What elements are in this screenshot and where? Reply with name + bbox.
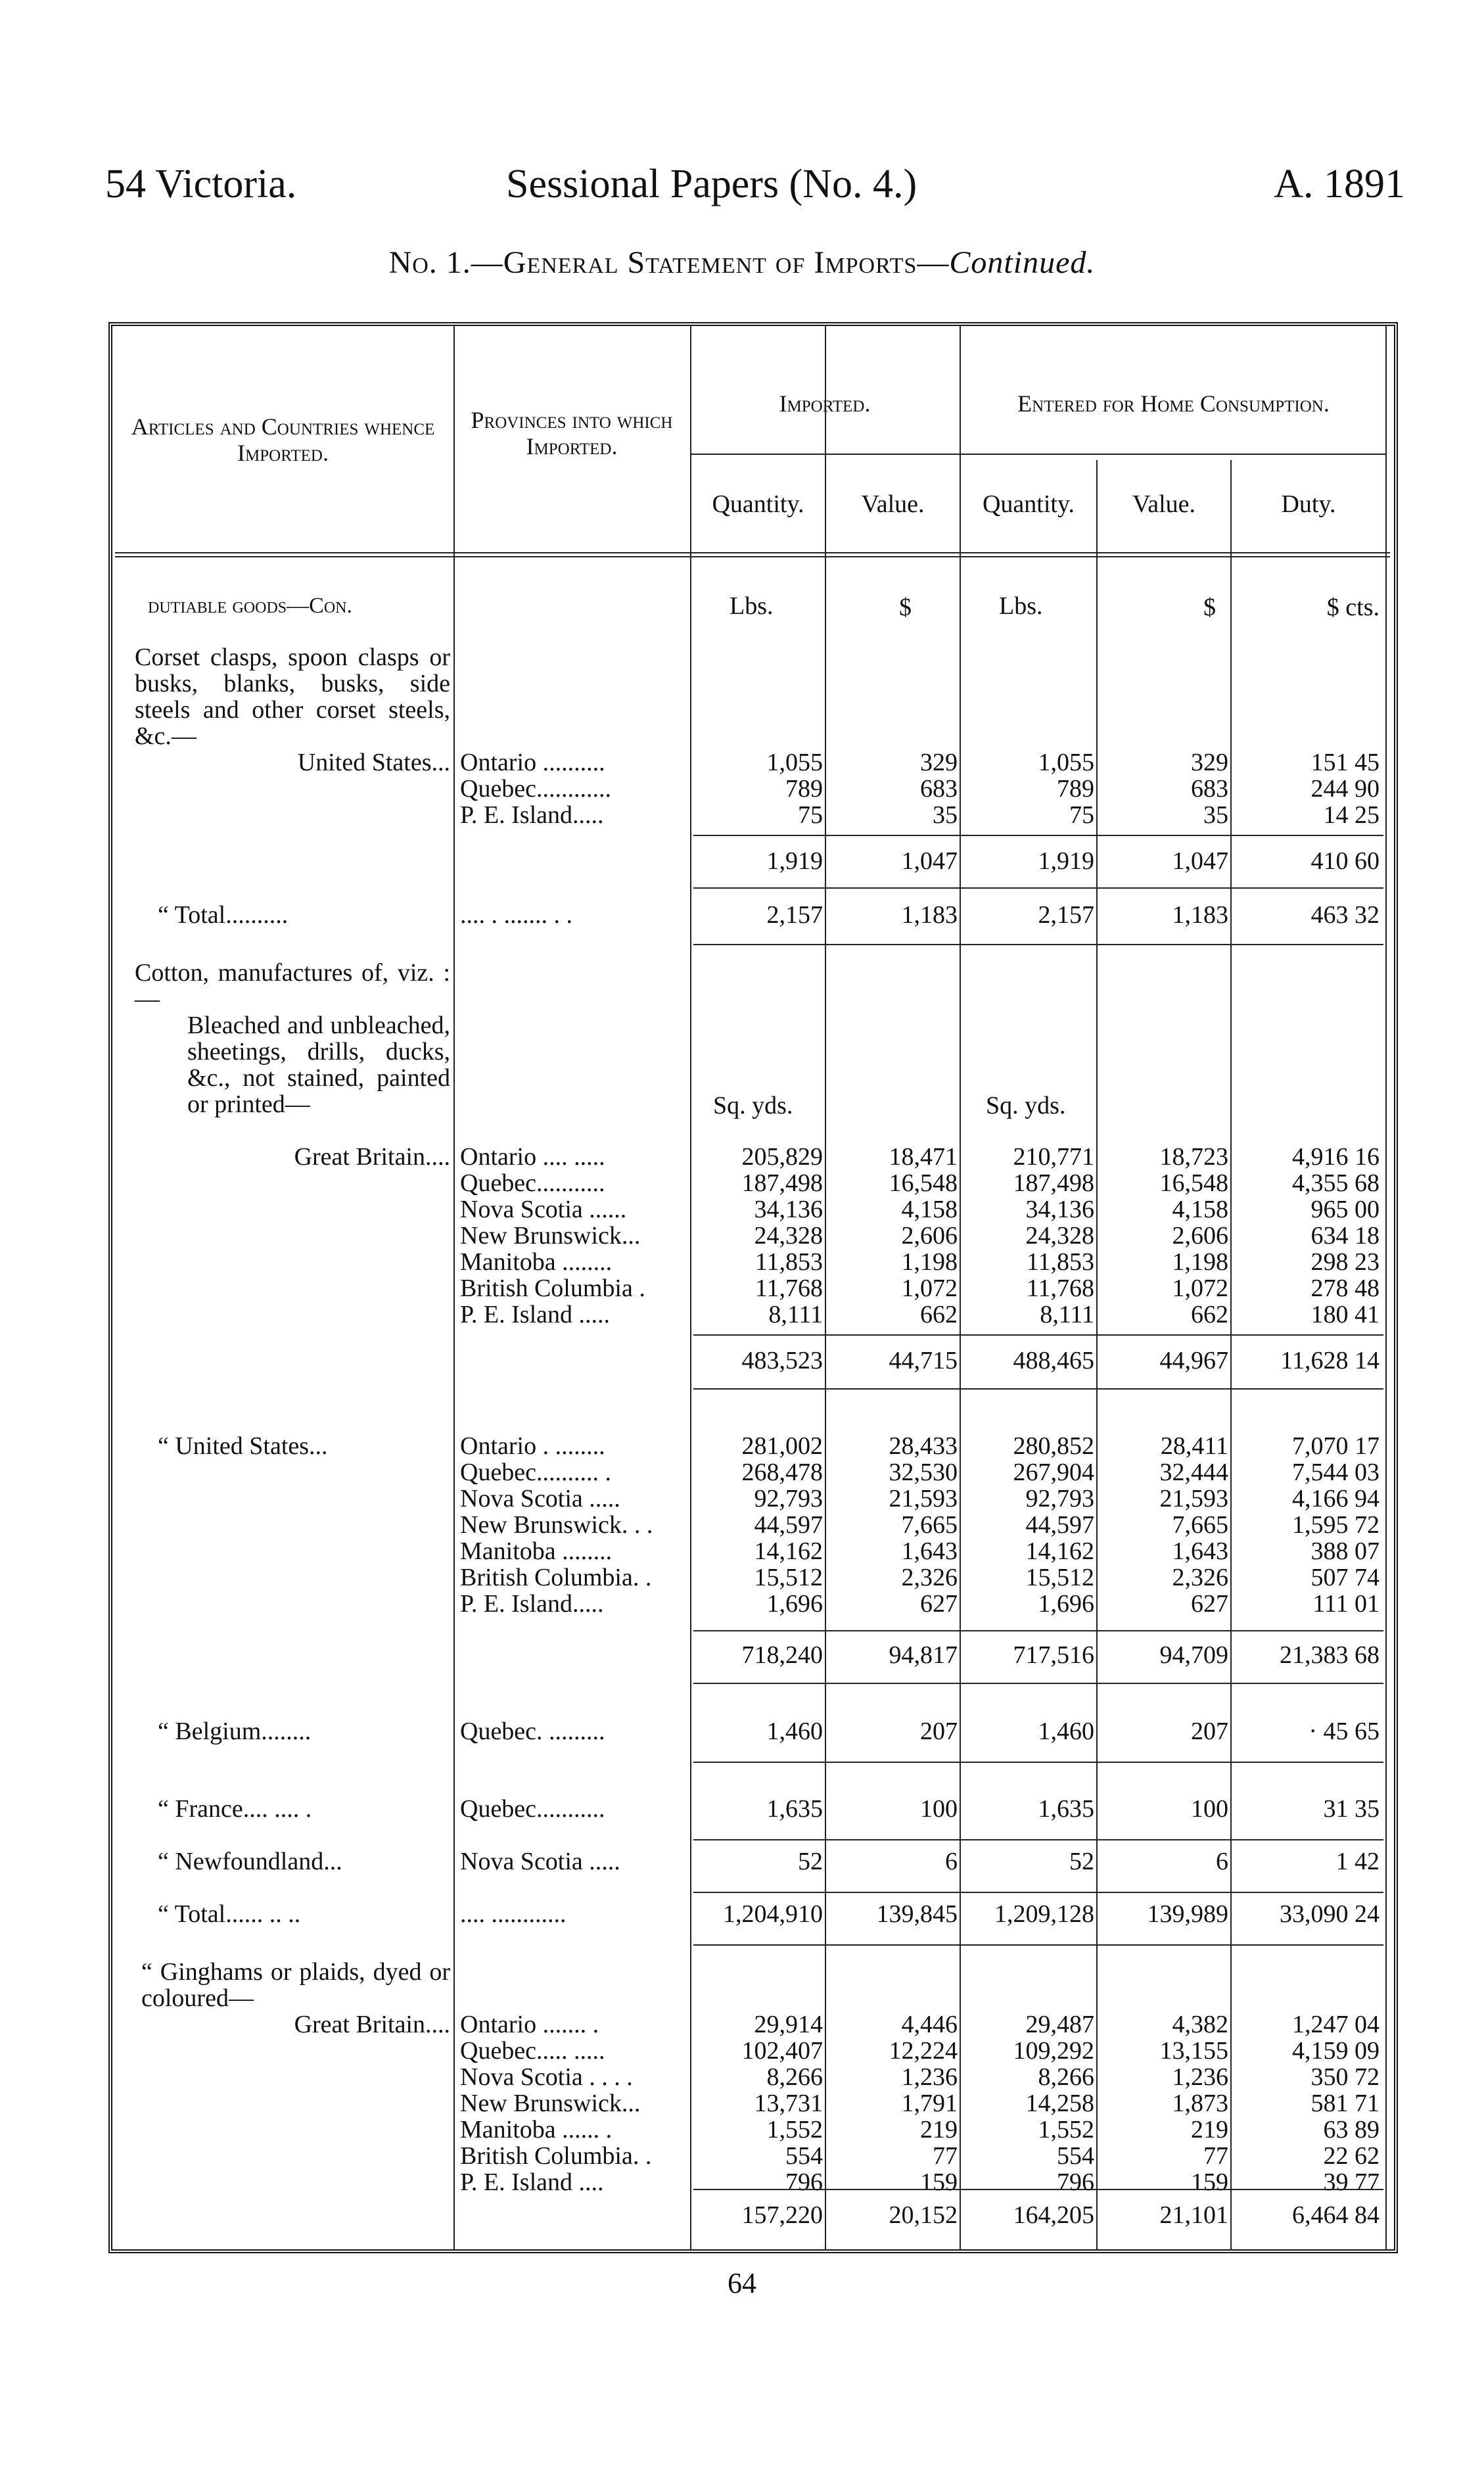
province-cell: Ontario . ........ <box>460 1432 605 1460</box>
duty-cell: 4,355 68 <box>1292 1169 1380 1197</box>
entered-value-cell: 2,326 <box>1172 1564 1228 1591</box>
value-cell: 18,471 <box>889 1143 958 1171</box>
entered-value-cell: 1,236 <box>1172 2063 1228 2091</box>
country-label: “ Total...... .. .. <box>158 1900 301 1928</box>
province-cell: Nova Scotia ..... <box>460 1848 620 1875</box>
duty-cell: 244 90 <box>1310 775 1380 803</box>
value-cell: 683 <box>920 775 958 803</box>
row-rule <box>693 1944 1383 1946</box>
entered-value-cell: 4,158 <box>1172 1196 1228 1223</box>
entered-quantity-cell: 29,487 <box>1025 2011 1094 2038</box>
quantity-cell: 1,696 <box>766 1590 823 1618</box>
duty-cell: 4,159 09 <box>1292 2037 1380 2065</box>
article-corset: Corset clasps, spoon clasps or busks, blanks, busks, side steels and other corset steels, &c.— <box>135 644 450 750</box>
entered-value-cell: 18,723 <box>1159 1143 1228 1171</box>
country-great-britain: Great Britain.... <box>294 1143 450 1171</box>
section-label: dutiable goods—Con. <box>148 594 352 618</box>
table-title <box>0 245 1484 281</box>
quantity-cell: 268,478 <box>741 1459 823 1486</box>
entered-value-cell: 2,606 <box>1172 1222 1228 1250</box>
province-cell: P. E. Island..... <box>460 801 604 829</box>
value-cell: 139,845 <box>876 1900 958 1928</box>
col-head-quantity: Quantity. <box>712 490 804 518</box>
province-cell: Nova Scotia ..... <box>460 1485 620 1512</box>
quantity-cell: 1,055 <box>766 749 823 776</box>
entered-quantity-cell: 210,771 <box>1013 1143 1094 1171</box>
entered-value-cell: 139,989 <box>1147 1900 1228 1928</box>
duty-cell: 507 74 <box>1310 1564 1380 1591</box>
duty-cell: 31 35 <box>1323 1795 1380 1823</box>
col-head-entered: Entered for Home Consumption. <box>1017 390 1330 417</box>
entered-quantity-cell: 554 <box>1057 2142 1094 2170</box>
page-number: 64 <box>728 2267 756 2299</box>
province-cell: Nova Scotia . . . . <box>460 2063 633 2091</box>
value-cell: 77 <box>933 2142 958 2170</box>
quantity-cell: 75 <box>798 801 823 829</box>
entered-value-cell: 1,873 <box>1172 2090 1228 2117</box>
entered-quantity-cell: 14,258 <box>1025 2090 1094 2117</box>
quantity-cell: 205,829 <box>741 1143 823 1171</box>
province-cell: .... . ....... . . <box>460 901 572 929</box>
entered-quantity-cell: 2,157 <box>1038 901 1094 929</box>
entered-value-cell: 32,444 <box>1159 1459 1228 1486</box>
duty-cell: 581 71 <box>1310 2090 1380 2117</box>
value-cell: 329 <box>920 749 958 776</box>
quantity-cell: 44,597 <box>754 1511 823 1539</box>
entered-value-cell: 159 <box>1191 2168 1228 2196</box>
value-cell: 35 <box>933 801 958 829</box>
col-divider <box>1385 325 1387 2250</box>
duty-cell: 463 32 <box>1310 901 1380 929</box>
quantity-cell: 157,220 <box>741 2201 823 2229</box>
unit-lbs: Lbs. <box>730 592 774 620</box>
header-rule <box>690 454 1385 455</box>
entered-value-cell: 683 <box>1191 775 1228 803</box>
col-divider <box>960 325 961 2250</box>
article-ginghams: “ Ginghams or plaids, dyed or coloured— <box>141 1958 450 2012</box>
country-united-states: United States... <box>297 749 450 776</box>
total-rule <box>693 944 1383 945</box>
entered-value-cell: 13,155 <box>1159 2037 1228 2065</box>
value-cell: 20,152 <box>889 2201 958 2229</box>
col-divider <box>453 325 455 2250</box>
entered-value-cell: 35 <box>1203 801 1228 829</box>
quantity-cell: 14,162 <box>754 1537 823 1565</box>
value-cell: 4,446 <box>901 2011 958 2038</box>
duty-cell: 4,916 16 <box>1292 1143 1380 1171</box>
duty-cell: 410 60 <box>1310 847 1380 875</box>
entered-value-cell: 6 <box>1216 1848 1228 1875</box>
unit-lbs-2: Lbs. <box>999 592 1043 620</box>
entered-quantity-cell: 1,460 <box>1038 1718 1094 1745</box>
province-cell: Quebec........... <box>460 1795 605 1823</box>
duty-cell: 7,544 03 <box>1292 1459 1380 1486</box>
duty-cell: 6,464 84 <box>1292 2201 1380 2229</box>
value-cell: 1,643 <box>901 1537 958 1565</box>
subtotal-rule <box>693 2189 1383 2190</box>
duty-cell: 350 72 <box>1310 2063 1380 2091</box>
value-cell: 219 <box>920 2116 958 2143</box>
duty-cell: 33,090 24 <box>1280 1900 1380 1928</box>
quantity-cell: 24,328 <box>754 1222 823 1250</box>
entered-value-cell: 1,047 <box>1172 847 1228 875</box>
entered-quantity-cell: 15,512 <box>1025 1564 1094 1591</box>
province-cell: .... ............ <box>460 1900 567 1928</box>
entered-quantity-cell: 52 <box>1069 1848 1094 1875</box>
value-cell: 662 <box>920 1301 958 1328</box>
quantity-cell: 1,635 <box>766 1795 823 1823</box>
subtotal-rule <box>693 1334 1383 1336</box>
col-head-value-2: Value. <box>1132 490 1196 518</box>
country-label: “ France.... .... . <box>158 1795 312 1823</box>
entered-value-cell: 1,072 <box>1172 1275 1228 1302</box>
entered-value-cell: 329 <box>1191 749 1228 776</box>
quantity-cell: 281,002 <box>741 1432 823 1460</box>
entered-value-cell: 1,198 <box>1172 1248 1228 1276</box>
duty-cell: 278 48 <box>1310 1275 1380 1302</box>
unit-dollar-2: $ <box>1203 594 1216 621</box>
entered-value-cell: 662 <box>1191 1301 1228 1328</box>
duty-cell: 298 23 <box>1310 1248 1380 1276</box>
col-divider <box>1096 460 1098 2250</box>
total-label: “ Total.......... <box>158 901 289 929</box>
entered-value-cell: 77 <box>1203 2142 1228 2170</box>
entered-quantity-cell: 8,111 <box>1040 1301 1094 1328</box>
entered-quantity-cell: 1,552 <box>1038 2116 1094 2143</box>
value-cell: 100 <box>920 1795 958 1823</box>
value-cell: 1,047 <box>901 847 958 875</box>
entered-quantity-cell: 1,055 <box>1038 749 1094 776</box>
entered-value-cell: 44,967 <box>1159 1347 1228 1374</box>
entered-quantity-cell: 24,328 <box>1025 1222 1094 1250</box>
entered-value-cell: 21,593 <box>1159 1485 1228 1512</box>
province-cell: Manitoba ...... . <box>460 2116 613 2143</box>
subtotal-rule <box>693 1388 1383 1390</box>
quantity-cell: 483,523 <box>741 1347 823 1374</box>
province-cell: P. E. Island..... <box>460 1590 604 1618</box>
value-cell: 12,224 <box>889 2037 958 2065</box>
unit-sqyds: Sq. yds. <box>713 1092 793 1119</box>
province-cell: New Brunswick. . . <box>460 1511 653 1539</box>
value-cell: 4,158 <box>901 1196 958 1223</box>
entered-quantity-cell: 796 <box>1057 2168 1094 2196</box>
value-cell: 1,072 <box>901 1275 958 1302</box>
entered-value-cell: 100 <box>1191 1795 1228 1823</box>
country-label: “ United States... <box>158 1432 328 1460</box>
value-cell: 44,715 <box>889 1347 958 1374</box>
quantity-cell: 187,498 <box>741 1169 823 1197</box>
entered-quantity-cell: 11,768 <box>1026 1275 1094 1302</box>
col-head-articles: Articles and Countries whence Imported. <box>131 413 435 466</box>
quantity-cell: 13,731 <box>754 2090 823 2117</box>
duty-cell: 11,628 14 <box>1280 1347 1380 1374</box>
entered-quantity-cell: 280,852 <box>1013 1432 1094 1460</box>
value-cell: 21,593 <box>889 1485 958 1512</box>
entered-quantity-cell: 92,793 <box>1025 1485 1094 1512</box>
province-cell: P. E. Island .... <box>460 2168 604 2196</box>
duty-cell: 1 42 <box>1335 1848 1380 1875</box>
entered-value-cell: 94,709 <box>1159 1641 1228 1669</box>
province-cell: Ontario .... ..... <box>460 1143 605 1171</box>
value-cell: 2,326 <box>901 1564 958 1591</box>
quantity-cell: 718,240 <box>741 1641 823 1669</box>
quantity-cell: 11,768 <box>754 1275 823 1302</box>
country-great-britain-2: Great Britain.... <box>294 2011 450 2038</box>
duty-cell: 151 45 <box>1310 749 1380 776</box>
entered-quantity-cell: 789 <box>1057 775 1094 803</box>
duty-cell: 63 89 <box>1323 2116 1380 2143</box>
header-left: 54 Victoria. <box>105 162 297 206</box>
country-label: “ Newfoundland... <box>158 1848 342 1875</box>
province-cell: New Brunswick... <box>460 1222 641 1250</box>
quantity-cell: 29,914 <box>754 2011 823 2038</box>
value-cell: 7,665 <box>901 1511 958 1539</box>
value-cell: 6 <box>945 1848 958 1875</box>
entered-quantity-cell: 717,516 <box>1013 1641 1094 1669</box>
entered-quantity-cell: 11,853 <box>1026 1248 1094 1276</box>
duty-cell: 4,166 94 <box>1292 1485 1380 1512</box>
value-cell: 28,433 <box>889 1432 958 1460</box>
duty-cell: 180 41 <box>1310 1301 1380 1328</box>
province-cell: Quebec.......... . <box>460 1459 612 1486</box>
province-cell: Nova Scotia ...... <box>460 1196 627 1223</box>
quantity-cell: 789 <box>785 775 823 803</box>
row-rule <box>693 1762 1383 1763</box>
value-cell: 159 <box>920 2168 958 2196</box>
duty-cell: 22 62 <box>1323 2142 1380 2170</box>
unit-sqyds-2: Sq. yds. <box>986 1092 1066 1119</box>
entered-value-cell: 4,382 <box>1172 2011 1228 2038</box>
duty-cell: · 45 65 <box>1309 1718 1380 1745</box>
col-divider <box>690 325 691 2250</box>
duty-cell: 39 77 <box>1323 2168 1380 2196</box>
col-head-provinces: Provinces into which Imported. <box>471 407 673 459</box>
value-cell: 16,548 <box>889 1169 958 1197</box>
province-cell: P. E. Island ..... <box>460 1301 610 1328</box>
province-cell: Manitoba ........ <box>460 1248 613 1276</box>
header-center: Sessional Papers (No. 4.) <box>506 162 917 206</box>
article-cotton: Cotton, manufactures of, viz. :— <box>135 959 450 1013</box>
table-title-main: No. 1.—General Statement of Imports— <box>388 245 950 280</box>
quantity-cell: 1,552 <box>766 2116 823 2143</box>
quantity-cell: 8,111 <box>768 1301 823 1328</box>
province-cell: British Columbia . <box>460 1275 645 1302</box>
province-cell: British Columbia. . <box>460 1564 652 1591</box>
duty-cell: 1,595 72 <box>1292 1511 1380 1539</box>
value-cell: 2,606 <box>901 1222 958 1250</box>
entered-quantity-cell: 164,205 <box>1013 2201 1094 2229</box>
subtotal-rule <box>693 1630 1383 1631</box>
entered-quantity-cell: 1,696 <box>1038 1590 1094 1618</box>
value-cell: 94,817 <box>889 1641 958 1669</box>
entered-quantity-cell: 1,635 <box>1038 1795 1094 1823</box>
province-cell: Ontario .......... <box>460 749 605 776</box>
col-divider <box>1230 460 1232 2250</box>
entered-value-cell: 1,643 <box>1172 1537 1228 1565</box>
quantity-cell: 102,407 <box>741 2037 823 2065</box>
entered-value-cell: 16,548 <box>1159 1169 1228 1197</box>
entered-value-cell: 1,183 <box>1172 901 1228 929</box>
entered-value-cell: 21,101 <box>1159 2201 1228 2229</box>
province-cell: Quebec........... <box>460 1169 605 1197</box>
entered-value-cell: 207 <box>1191 1718 1228 1745</box>
entered-quantity-cell: 187,498 <box>1013 1169 1094 1197</box>
quantity-cell: 11,853 <box>754 1248 823 1276</box>
value-cell: 1,183 <box>901 901 958 929</box>
duty-cell: 1,247 04 <box>1292 2011 1380 2038</box>
entered-quantity-cell: 267,904 <box>1013 1459 1094 1486</box>
quantity-cell: 8,266 <box>766 2063 823 2091</box>
value-cell: 1,791 <box>901 2090 958 2117</box>
entered-quantity-cell: 488,465 <box>1013 1347 1094 1374</box>
quantity-cell: 52 <box>798 1848 823 1875</box>
value-cell: 32,530 <box>889 1459 958 1486</box>
col-head-quantity-2: Quantity. <box>982 490 1075 518</box>
entered-quantity-cell: 44,597 <box>1025 1511 1094 1539</box>
col-head-duty: Duty. <box>1281 490 1336 518</box>
quantity-cell: 796 <box>785 2168 823 2196</box>
quantity-cell: 554 <box>785 2142 823 2170</box>
row-rule <box>693 1892 1383 1893</box>
duty-cell: 21,383 68 <box>1280 1641 1380 1669</box>
col-head-imported: Imported. <box>779 390 871 417</box>
header-bottom-rule <box>115 552 1390 557</box>
subtotal-rule <box>693 835 1383 836</box>
country-label: “ Belgium........ <box>158 1718 312 1745</box>
quantity-cell: 2,157 <box>766 901 823 929</box>
province-cell: British Columbia. . <box>460 2142 652 2170</box>
value-cell: 1,198 <box>901 1248 958 1276</box>
entered-quantity-cell: 8,266 <box>1038 2063 1094 2091</box>
entered-quantity-cell: 1,919 <box>1038 847 1094 875</box>
col-head-value: Value. <box>861 490 925 518</box>
entered-quantity-cell: 1,209,128 <box>994 1900 1094 1928</box>
entered-quantity-cell: 75 <box>1069 801 1094 829</box>
value-cell: 207 <box>920 1718 958 1745</box>
province-cell: Quebec. ......... <box>460 1718 605 1745</box>
value-cell: 627 <box>920 1590 958 1618</box>
province-cell: Manitoba ........ <box>460 1537 613 1565</box>
subtotal-rule <box>693 1683 1383 1684</box>
duty-cell: 14 25 <box>1323 801 1380 829</box>
duty-cell: 634 18 <box>1310 1222 1380 1250</box>
province-cell: Quebec..... ..... <box>460 2037 605 2065</box>
quantity-cell: 1,460 <box>766 1718 823 1745</box>
province-cell: New Brunswick... <box>460 2090 641 2117</box>
duty-cell: 7,070 17 <box>1292 1432 1380 1460</box>
row-rule <box>693 1839 1383 1840</box>
table-title-continued: Continued. <box>949 245 1096 280</box>
entered-value-cell: 627 <box>1191 1590 1228 1618</box>
province-cell: Quebec............ <box>460 775 612 803</box>
duty-cell: 111 01 <box>1312 1590 1380 1618</box>
duty-cell: 388 07 <box>1310 1537 1380 1565</box>
value-cell: 1,236 <box>901 2063 958 2091</box>
unit-dollar: $ <box>899 594 912 621</box>
province-cell: Ontario ....... . <box>460 2011 599 2038</box>
subtotal-rule <box>693 887 1383 889</box>
quantity-cell: 34,136 <box>754 1196 823 1223</box>
header-right: A. 1891 <box>1274 162 1405 206</box>
unit-duty: $ cts. <box>1326 594 1380 621</box>
entered-value-cell: 7,665 <box>1172 1511 1228 1539</box>
quantity-cell: 15,512 <box>754 1564 823 1591</box>
duty-cell: 965 00 <box>1310 1196 1380 1223</box>
entered-value-cell: 28,411 <box>1160 1432 1228 1460</box>
entered-quantity-cell: 109,292 <box>1013 2037 1094 2065</box>
quantity-cell: 92,793 <box>754 1485 823 1512</box>
quantity-cell: 1,204,910 <box>723 1900 823 1928</box>
entered-quantity-cell: 14,162 <box>1025 1537 1094 1565</box>
quantity-cell: 1,919 <box>766 847 823 875</box>
entered-value-cell: 219 <box>1191 2116 1228 2143</box>
entered-quantity-cell: 34,136 <box>1025 1196 1094 1223</box>
article-cotton-sub: Bleached and unbleached, sheetings, drills, ducks, &c., not stained, painted or printed— <box>187 1012 450 1118</box>
